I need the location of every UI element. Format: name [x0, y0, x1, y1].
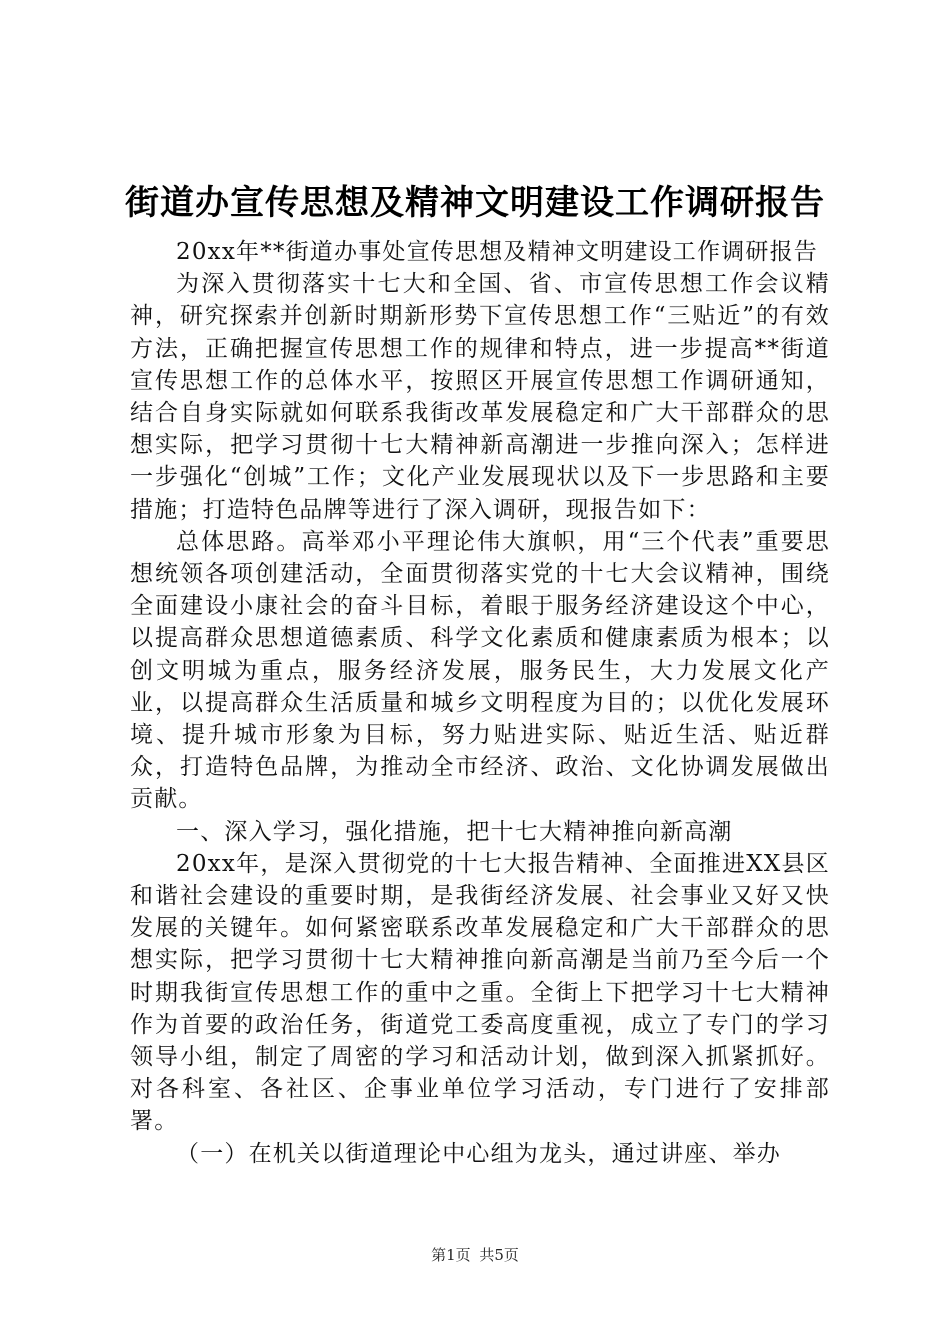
- document-body: [130, 236, 830, 1170]
- section-body-paragraph: 20xx年，是深入贯彻党的十七大报告精神、全面推进XX县区和谐社会建设的重要时期，是我街经济发展、社会事业又好又快发展的关键年。如何紧密联系改革发展稳定和广大干部群众的思想实际，把学习贯彻十七大精神推向新高潮是当前乃至今后一个时期我街宣传思想工作的重中之重。全街上下把学习十七大精神作为首要的政治任务，街道党工委高度重视，成立了专门的学习领导小组，制定了周密的学习和活动计划，做到深入抓紧抓好。对各科室、各社区、企事业单位学习活动，专门进行了安排部署。: [130, 850, 830, 1135]
- page-total: 共5页: [479, 1246, 519, 1264]
- subsection-paragraph: （一）在机关以街道理论中心组为龙头，通过讲座、举办: [176, 1140, 781, 1167]
- document-title: 街道办宣传思想及精神文明建设工作调研报告: [125, 183, 825, 223]
- report-subtitle-paragraph: 20xx年**街道办事处宣传思想及精神文明建设工作调研报告: [176, 239, 819, 265]
- intro-paragraph: 为深入贯彻落实十七大和全国、省、市宣传思想工作会议精神，研究探索并创新时期新形势下宣传思想工作“三贴近”的有效方法，正确把握宣传思想工作的规律和特点，进一步提高**街道宣传思想工作的总体水平，按照区开展宣传思想工作调研通知，结合自身实际就如何联系我街改革发展稳定和广大干部群众的思想实际，把学习贯彻十七大精神新高潮进一步推向深入；怎样进一步强化“创城”工作；文化产业发展现状以及下一步思路和主要措施；打造特色品牌等进行了深入调研，现报告如下：: [130, 271, 830, 523]
- page-footer: [0, 1245, 950, 1265]
- page-number: 第1页: [431, 1246, 471, 1264]
- section-heading: 一、深入学习，强化措施，把十七大精神推向新高潮: [176, 818, 733, 845]
- overall-approach-paragraph: 总体思路。高举邓小平理论伟大旗帜，用“三个代表”重要思想统领各项创建活动，全面贯彻落实党的十七大会议精神，围绕全面建设小康社会的奋斗目标，着眼于服务经济建设这个中心，以提高群众思想道德素质、科学文化素质和健康素质为根本；以创文明城为重点，服务经济发展，服务民生，大力发展文化产业，以提高群众生活质量和城乡文明程度为目的；以优化发展环境、提升城市形象为目标，努力贴进实际、贴近生活、贴近群众，打造特色品牌，为推动全市经济、政治、文化协调发展做出贡献。: [130, 528, 830, 813]
